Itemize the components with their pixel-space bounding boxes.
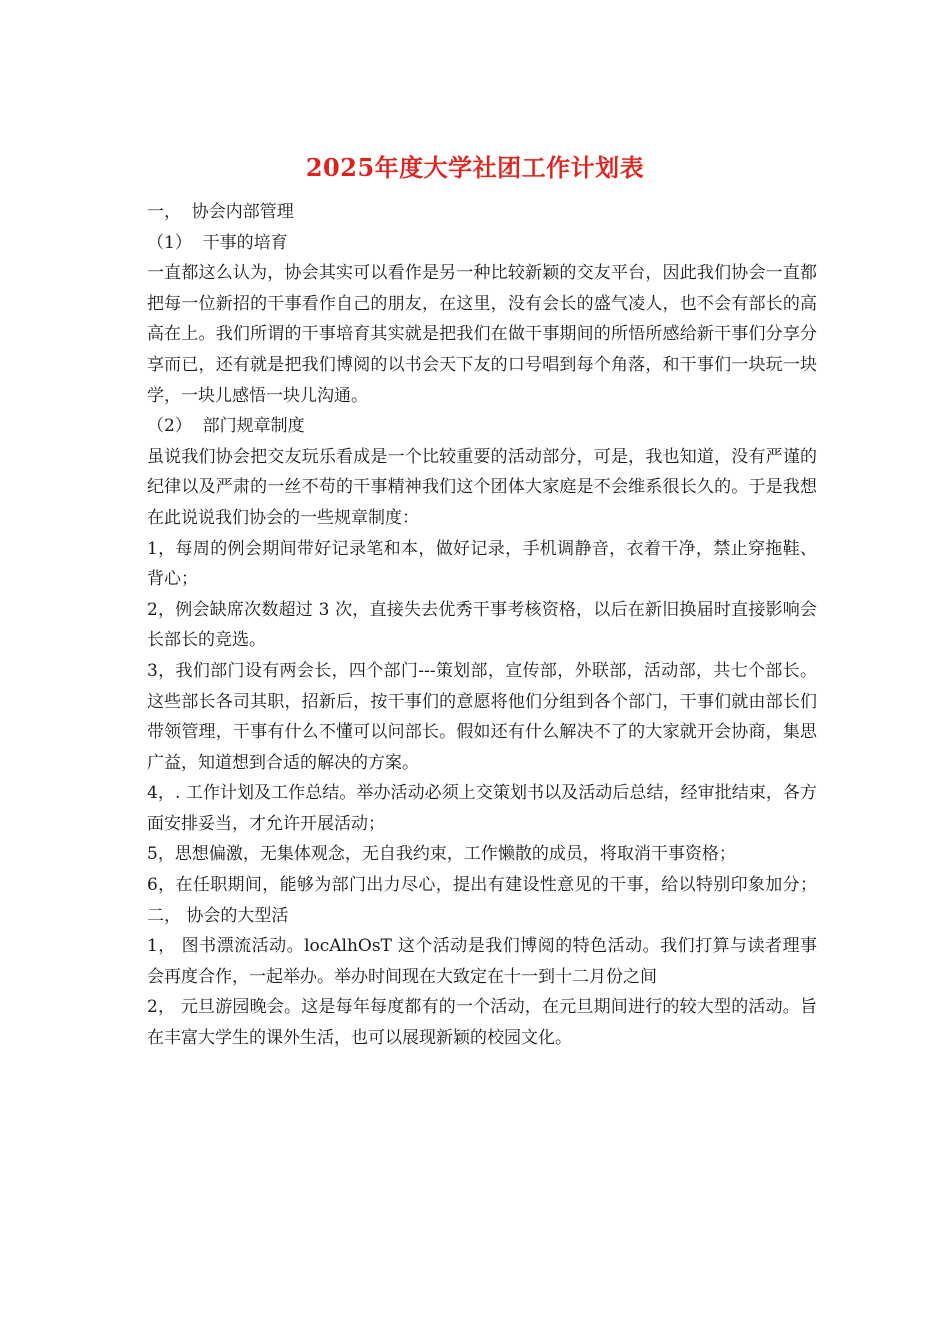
document-title: 2025年度大学社团工作计划表 [305,153,645,182]
rule-item-4: 4，. 工作计划及工作总结。举办活动必须上交策划书以及活动后总结，经审批结束，各方面安排妥当，才允许开展活动； [147,783,817,834]
activity-item-1: 1， 图书漂流活动。locAlhOsT 这个活动是我们博阅的特色活动。我们打算与读者理事会再度合作，一起举办。举办时间现在大致定在十一到十二月份之间 [147,936,817,987]
subsection-heading-staff-training: （1） 干事的培育 [147,232,288,253]
rule-item-5: 5，思想偏激，无集体观念，无自我约束，工作懒散的成员，将取消干事资格； [147,844,736,865]
paragraph-staff-training: 一直都这么认为，协会其实可以看作是另一种比较新颖的交友平台，因此我们协会一直都把每一位新招的干事看作自己的朋友，在这里，没有会长的盛气凌人，也不会有部长的高高在上。我们所谓的干事培育其实就是把我们在做干事期间的所悟所感给新干事们分享分享而已，还有就是把我们博阅的以书会天下友的口号唱到每个角落，和干事们一块玩一块学，一块儿感悟一块儿沟通。 [147,263,817,406]
rule-item-1: 1，每周的例会期间带好记录笔和本，做好记录，手机调静音，衣着干净，禁止穿拖鞋、背心； [147,538,817,590]
document-body [147,197,817,1054]
rule-item-6: 6，在任职期间，能够为部门出力尽心，提出有建设性意见的干事，给以特别印象加分； 二， 协会的大型活 [147,875,817,926]
paragraph-rules-intro: 虽说我们协会把交友玩乐看成是一个比较重要的活动部分，可是，我也知道，没有严谨的纪律以及严肃的一丝不苟的干事精神我们这个团体大家庭是不会维系很长久的。于是我想在此说说我们协会的一些规章制度： [147,446,817,528]
section-heading-internal-management: 一， 协会内部管理 [147,202,294,222]
rule-item-2: 2，例会缺席次数超过 3 次，直接失去优秀干事考核资格，以后在新旧换届时直接影响会长部长的竞选。 [147,599,817,651]
rule-item-3: 3，我们部门设有两会长，四个部门---策划部，宣传部，外联部，活动部，共七个部长。这些部长各司其职，招新后，按干事们的意愿将他们分组到各个部门，干事们就由部长们带领管理，干事有什么不懂可以问部长。假如还有什么解决不了的大家就开会协商，集思广益，知道想到合适的解决的方案。 [147,660,817,773]
subsection-heading-department-rules: （2） 部门规章制度 [147,416,305,437]
activity-item-2: 2， 元旦游园晚会。这是每年每度都有的一个活动，在元旦期间进行的较大型的活动。旨在丰富大学生的课外生活，也可以展现新颖的校园文化。 [147,997,817,1049]
